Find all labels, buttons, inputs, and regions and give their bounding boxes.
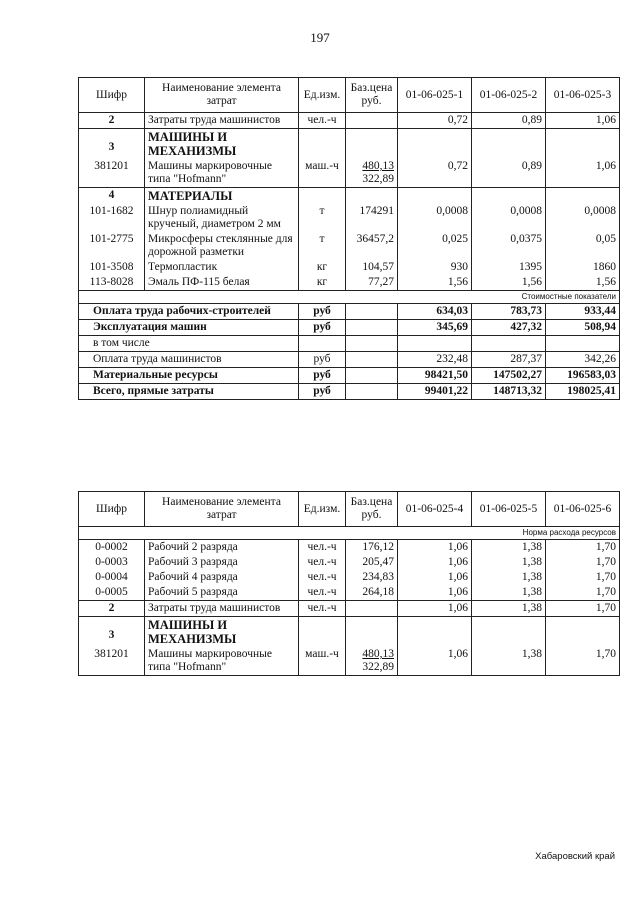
- table-row: [79, 232, 620, 260]
- row-unit: т: [299, 232, 346, 260]
- row-price: 234,83: [346, 570, 398, 585]
- row-price: 36457,2: [346, 232, 398, 260]
- summary-row: [79, 304, 620, 320]
- summary-value: 98421,50: [398, 368, 472, 384]
- row-value: 0,0008: [398, 204, 472, 232]
- row-price: 104,57: [346, 260, 398, 275]
- row-value: 1,38: [472, 570, 546, 585]
- section-row: [79, 188, 620, 205]
- row-unit: чел.-ч: [299, 540, 346, 556]
- row-value: 1,56: [546, 275, 620, 291]
- page-number: 197: [310, 30, 330, 45]
- summary-unit: руб: [299, 304, 346, 320]
- section-row: [79, 129, 620, 160]
- header-column: 01-06-025-3: [546, 78, 620, 113]
- row-value: 1,70: [546, 585, 620, 601]
- summary-value: 198025,41: [546, 384, 620, 400]
- row-code: 2: [79, 113, 145, 129]
- table-row: [79, 570, 620, 585]
- summary-unit: руб: [299, 352, 346, 368]
- summary-row: [79, 352, 620, 368]
- row-name: Шнур полиамидный крученый, диаметром 2 мм: [145, 204, 299, 232]
- row-code: 0-0003: [79, 555, 145, 570]
- section-code: 4: [79, 188, 145, 205]
- row-name: Рабочий 3 разряда: [145, 555, 299, 570]
- row-name: Машины маркировочные типа "Hofmann": [145, 647, 299, 676]
- row-price: [346, 647, 398, 676]
- row-value: 1,70: [546, 555, 620, 570]
- summary-value: 196583,03: [546, 368, 620, 384]
- row-code: 0-0004: [79, 570, 145, 585]
- resource-table-2: [78, 491, 620, 676]
- price-value: 480,13: [362, 648, 394, 660]
- row-unit: кг: [299, 260, 346, 275]
- summary-value: 427,32: [472, 320, 546, 336]
- summary-value: 634,03: [398, 304, 472, 320]
- row-code: 113-8028: [79, 275, 145, 291]
- price-value-secondary: 322,89: [362, 173, 394, 185]
- table-row: [79, 113, 620, 129]
- row-value: 1,70: [546, 570, 620, 585]
- cost-indicators-label: Стоимостные показатели: [79, 291, 620, 304]
- summary-value: 933,44: [546, 304, 620, 320]
- summary-unit: руб: [299, 320, 346, 336]
- row-value: 0,72: [398, 113, 472, 129]
- row-unit: чел.-ч: [299, 555, 346, 570]
- section-row: [79, 617, 620, 648]
- row-code: 101-3508: [79, 260, 145, 275]
- summary-name: Материальные ресурсы: [79, 368, 299, 384]
- summary-value: 508,94: [546, 320, 620, 336]
- row-name: Рабочий 2 разряда: [145, 540, 299, 556]
- row-value: 1,38: [472, 585, 546, 601]
- row-value: 1,38: [472, 555, 546, 570]
- table-header-row: [79, 78, 620, 113]
- summary-name: в том числе: [79, 336, 299, 352]
- row-name: Термопластик: [145, 260, 299, 275]
- row-unit: чел.-ч: [299, 585, 346, 601]
- row-name: Рабочий 5 разряда: [145, 585, 299, 601]
- row-value: 0,89: [472, 159, 546, 188]
- row-name: Затраты труда машинистов: [145, 113, 299, 129]
- section-title: МАТЕРИАЛЫ: [145, 188, 299, 205]
- cost-indicators-header: [79, 291, 620, 304]
- header-price: Баз.цена руб.: [346, 492, 398, 527]
- row-unit: маш.-ч: [299, 159, 346, 188]
- row-value: 1,56: [398, 275, 472, 291]
- table-row: [79, 585, 620, 601]
- row-code: 0-0005: [79, 585, 145, 601]
- summary-row: [79, 384, 620, 400]
- summary-value: 99401,22: [398, 384, 472, 400]
- row-value: 0,72: [398, 159, 472, 188]
- row-code: 2: [79, 601, 145, 617]
- row-price: [346, 113, 398, 129]
- row-unit: т: [299, 204, 346, 232]
- row-value: 0,025: [398, 232, 472, 260]
- row-price: 176,12: [346, 540, 398, 556]
- row-value: 1,56: [472, 275, 546, 291]
- summary-unit: руб: [299, 368, 346, 384]
- summary-name: Оплата труда машинистов: [79, 352, 299, 368]
- row-value: 0,0375: [472, 232, 546, 260]
- row-price: 77,27: [346, 275, 398, 291]
- header-column: 01-06-025-2: [472, 78, 546, 113]
- row-unit: чел.-ч: [299, 601, 346, 617]
- row-value: 0,89: [472, 113, 546, 129]
- row-value: 1,06: [398, 570, 472, 585]
- price-value: 480,13: [362, 160, 394, 172]
- region-footer: Хабаровский край: [535, 851, 615, 862]
- row-value: 930: [398, 260, 472, 275]
- row-value: 1,38: [472, 540, 546, 556]
- row-unit: кг: [299, 275, 346, 291]
- row-name: Рабочий 4 разряда: [145, 570, 299, 585]
- summary-value: 345,69: [398, 320, 472, 336]
- row-value: 1,06: [398, 601, 472, 617]
- row-code: 0-0002: [79, 540, 145, 556]
- header-column: 01-06-025-1: [398, 78, 472, 113]
- summary-value: 783,73: [472, 304, 546, 320]
- resource-table-1: [78, 77, 620, 400]
- table-row: [79, 555, 620, 570]
- header-code: Шифр: [79, 78, 145, 113]
- row-name: Затраты труда машинистов: [145, 601, 299, 617]
- header-unit: Ед.изм.: [299, 78, 346, 113]
- summary-row: [79, 336, 620, 352]
- header-price: Баз.цена руб.: [346, 78, 398, 113]
- row-price: 174291: [346, 204, 398, 232]
- table-row: [79, 159, 620, 188]
- table-row: [79, 275, 620, 291]
- header-code: Шифр: [79, 492, 145, 527]
- row-value: 0,0008: [546, 204, 620, 232]
- table-row: [79, 647, 620, 676]
- summary-value: 148713,32: [472, 384, 546, 400]
- summary-value: 232,48: [398, 352, 472, 368]
- section-code: 3: [79, 617, 145, 648]
- row-value: 1,06: [398, 540, 472, 556]
- row-value: 1,70: [546, 647, 620, 676]
- header-name: Наименование элемента затрат: [145, 492, 299, 527]
- section-code: 3: [79, 129, 145, 160]
- table-row: [79, 204, 620, 232]
- row-price: 205,47: [346, 555, 398, 570]
- row-unit: чел.-ч: [299, 570, 346, 585]
- row-value: 1,70: [546, 601, 620, 617]
- table-header-row: [79, 492, 620, 527]
- row-value: 1,38: [472, 647, 546, 676]
- row-value: 1,06: [398, 647, 472, 676]
- row-price: [346, 601, 398, 617]
- row-code: 381201: [79, 647, 145, 676]
- section-title: МАШИНЫ И МЕХАНИЗМЫ: [145, 617, 299, 648]
- row-price: [346, 159, 398, 188]
- summary-value: 147502,27: [472, 368, 546, 384]
- header-unit: Ед.изм.: [299, 492, 346, 527]
- section-title: МАШИНЫ И МЕХАНИЗМЫ: [145, 129, 299, 160]
- price-value-secondary: 322,89: [362, 661, 394, 673]
- row-unit: чел.-ч: [299, 113, 346, 129]
- header-column: 01-06-025-5: [472, 492, 546, 527]
- header-column: 01-06-025-6: [546, 492, 620, 527]
- row-value: 1,06: [546, 159, 620, 188]
- row-value: 1,06: [398, 585, 472, 601]
- table-row: [79, 601, 620, 617]
- row-value: 0,05: [546, 232, 620, 260]
- row-code: 101-2775: [79, 232, 145, 260]
- row-value: 1860: [546, 260, 620, 275]
- header-name: Наименование элемента затрат: [145, 78, 299, 113]
- row-code: 381201: [79, 159, 145, 188]
- row-value: 1,06: [398, 555, 472, 570]
- norm-label: Норма расхода ресурсов: [79, 527, 620, 540]
- summary-name: Всего, прямые затраты: [79, 384, 299, 400]
- row-value: 1395: [472, 260, 546, 275]
- summary-row: [79, 368, 620, 384]
- table-row: [79, 540, 620, 556]
- row-price: 264,18: [346, 585, 398, 601]
- row-value: 1,38: [472, 601, 546, 617]
- row-value: 1,70: [546, 540, 620, 556]
- summary-name: Оплата труда рабочих-строителей: [79, 304, 299, 320]
- row-unit: маш.-ч: [299, 647, 346, 676]
- header-column: 01-06-025-4: [398, 492, 472, 527]
- summary-value: 287,37: [472, 352, 546, 368]
- summary-row: [79, 320, 620, 336]
- norm-header: [79, 527, 620, 540]
- table-row: [79, 260, 620, 275]
- row-name: Эмаль ПФ-115 белая: [145, 275, 299, 291]
- row-value: 0,0008: [472, 204, 546, 232]
- summary-value: 342,26: [546, 352, 620, 368]
- summary-unit: руб: [299, 384, 346, 400]
- row-code: 101-1682: [79, 204, 145, 232]
- summary-name: Эксплуатация машин: [79, 320, 299, 336]
- row-name: Машины маркировочные типа "Hofmann": [145, 159, 299, 188]
- row-name: Микросферы стеклянные для дорожной разметки: [145, 232, 299, 260]
- row-value: 1,06: [546, 113, 620, 129]
